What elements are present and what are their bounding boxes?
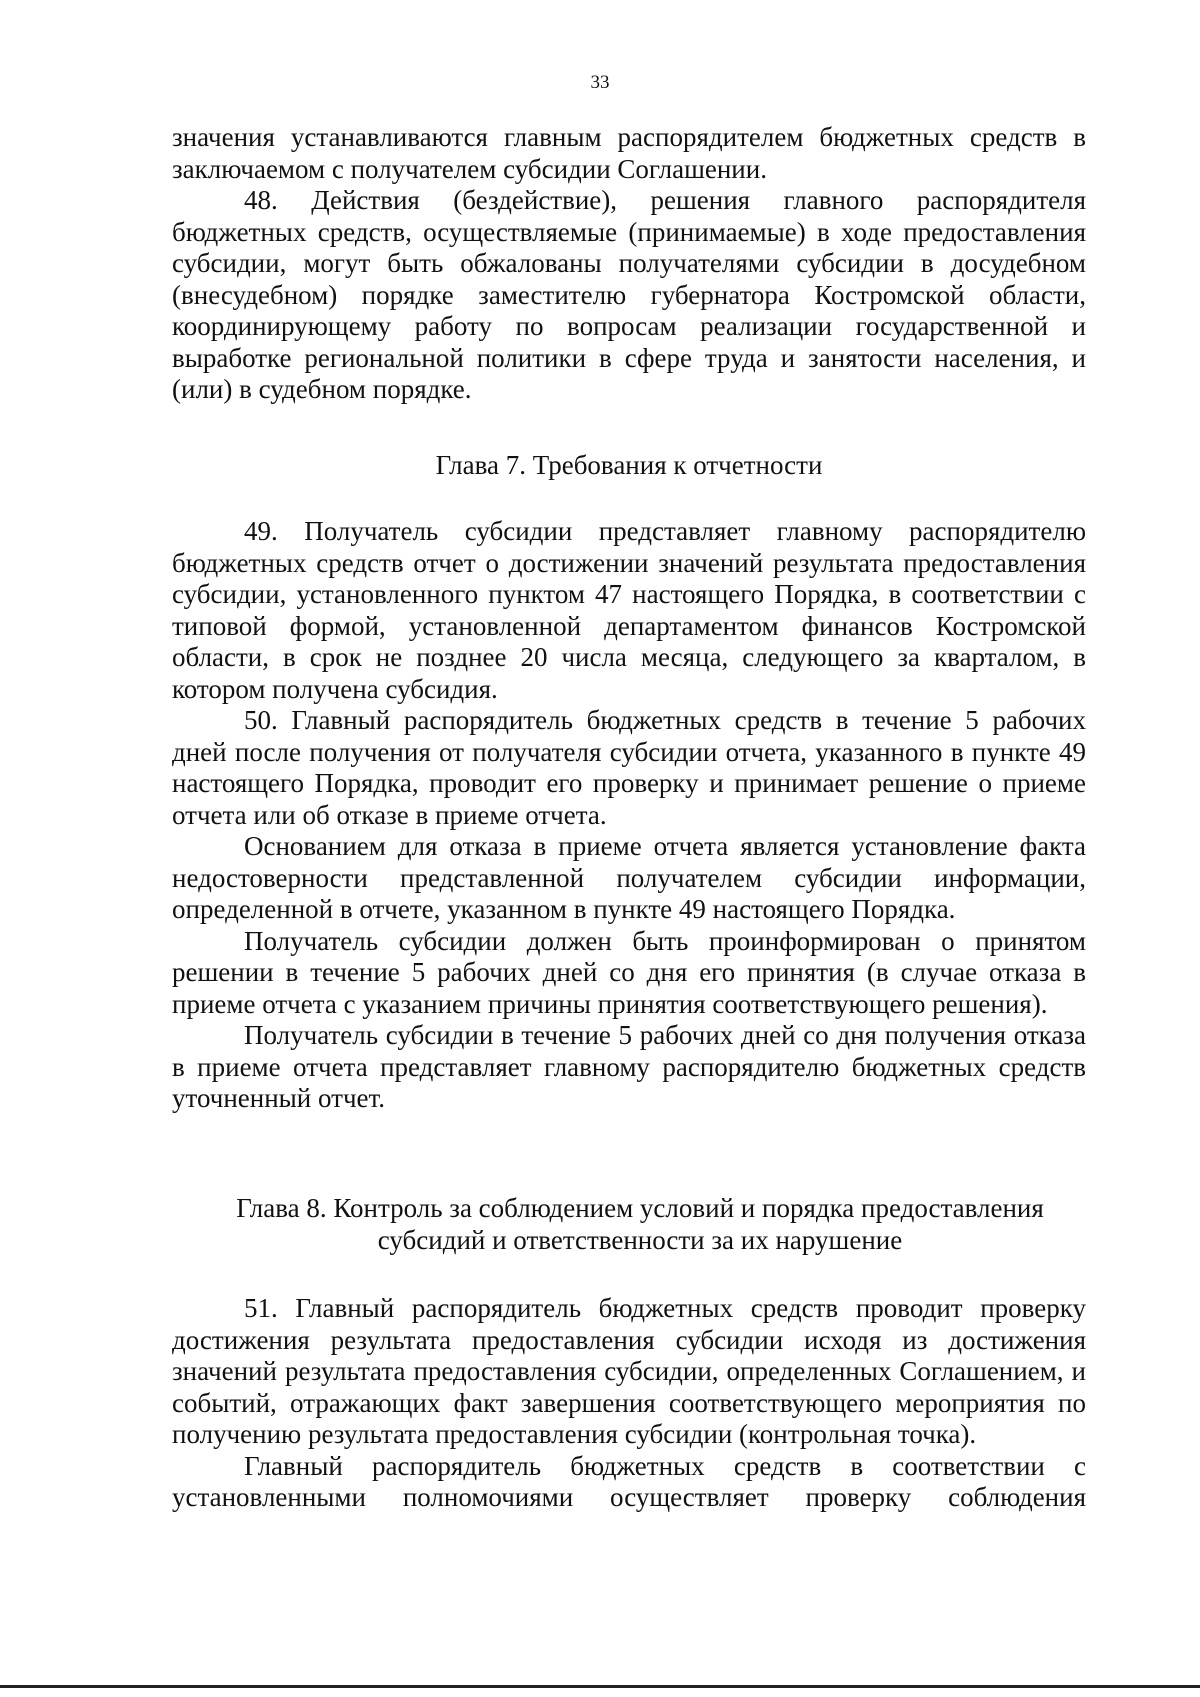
chapter-8-heading-line-1: Глава 8. Контроль за соблюдением условий и порядка предоставления	[236, 1193, 1044, 1223]
paragraph-49: 49. Получатель субсидии представляет главному распорядителю бюджетных средств отчет о достижении значений результата предоставления субсидии, установленного пунктом 47 настоящего Порядка, в соответствии с типовой формой, установленной департаментом финансов Костромской области, в срок не позднее 20 числа месяца, следующего за кварталом, в котором получена субсидия.	[172, 516, 1086, 704]
chapter-8-heading-wrap	[200, 1193, 1080, 1256]
text-block-chapter-7	[172, 516, 1086, 1115]
text-block-top	[172, 122, 1086, 406]
paragraph-51: 51. Главный распорядитель бюджетных средств проводит проверку достижения результата предоставления субсидии исходя из достижения значений результата предоставления субсидии, определенных Соглашением, и событий, отражающих факт завершения соответствующего мероприятия по получению результата предоставления субсидии (контрольная точка).	[172, 1293, 1086, 1449]
paragraph-50-notification: Получатель субсидии должен быть проинформирован о принятом решении в течение 5 рабочих дней со дня его принятия (в случае отказа в приеме отчета с указанием причины принятия соответствующего решения).	[172, 925, 1086, 1019]
paragraph-50: 50. Главный распорядитель бюджетных средств в течение 5 рабочих дней после получения от получателя субсидии отчета, указанного в пункте 49 настоящего Порядка, проводит его проверку и принимает решение о приеме отчета или об отказе в приеме отчета.	[172, 705, 1086, 830]
paragraph-48: 48. Действия (бездействие), решения главного распорядителя бюджетных средств, осуществляемые (принимаемые) в ходе предоставления субсидии, могут быть обжалованы получателями субсидии в досудебном (внесудебном) порядке заместителю губернатора Костромской области, координирующему работу по вопросам реализации государственной и выработке региональной политики в сфере труда и занятости населения, и (или) в судебном порядке.	[172, 185, 1086, 404]
page-number: 33	[590, 72, 610, 93]
text-block-chapter-8	[172, 1293, 1086, 1514]
paragraph-continuation: значения устанавливаются главным распорядителем бюджетных средств в заключаемом с получателем субсидии Соглашении.	[172, 122, 1086, 184]
chapter-8-heading-line-2: субсидий и ответственности за их нарушение	[377, 1224, 903, 1255]
paragraph-50-refusal-basis: Основанием для отказа в приеме отчета является установление факта недостоверности представленной получателем субсидии информации, определенной в отчете, указанном в пункте 49 настоящего Порядка.	[172, 831, 1086, 924]
paragraph-50-corrected-report: Получатель субсидии в течение 5 рабочих дней со дня получения отказа в приеме отчета представляет главному распорядителю бюджетных средств уточненный отчет.	[172, 1020, 1086, 1113]
chapter-7-heading-wrap	[172, 450, 1086, 482]
scan-bottom-edge	[0, 1685, 1200, 1688]
chapter-7-heading: Глава 7. Требования к отчетности	[435, 450, 823, 480]
paragraph-51-control: Главный распорядитель бюджетных средств в соответствии с установленными полномочиями осуществляет проверку соблюдения	[172, 1450, 1086, 1512]
